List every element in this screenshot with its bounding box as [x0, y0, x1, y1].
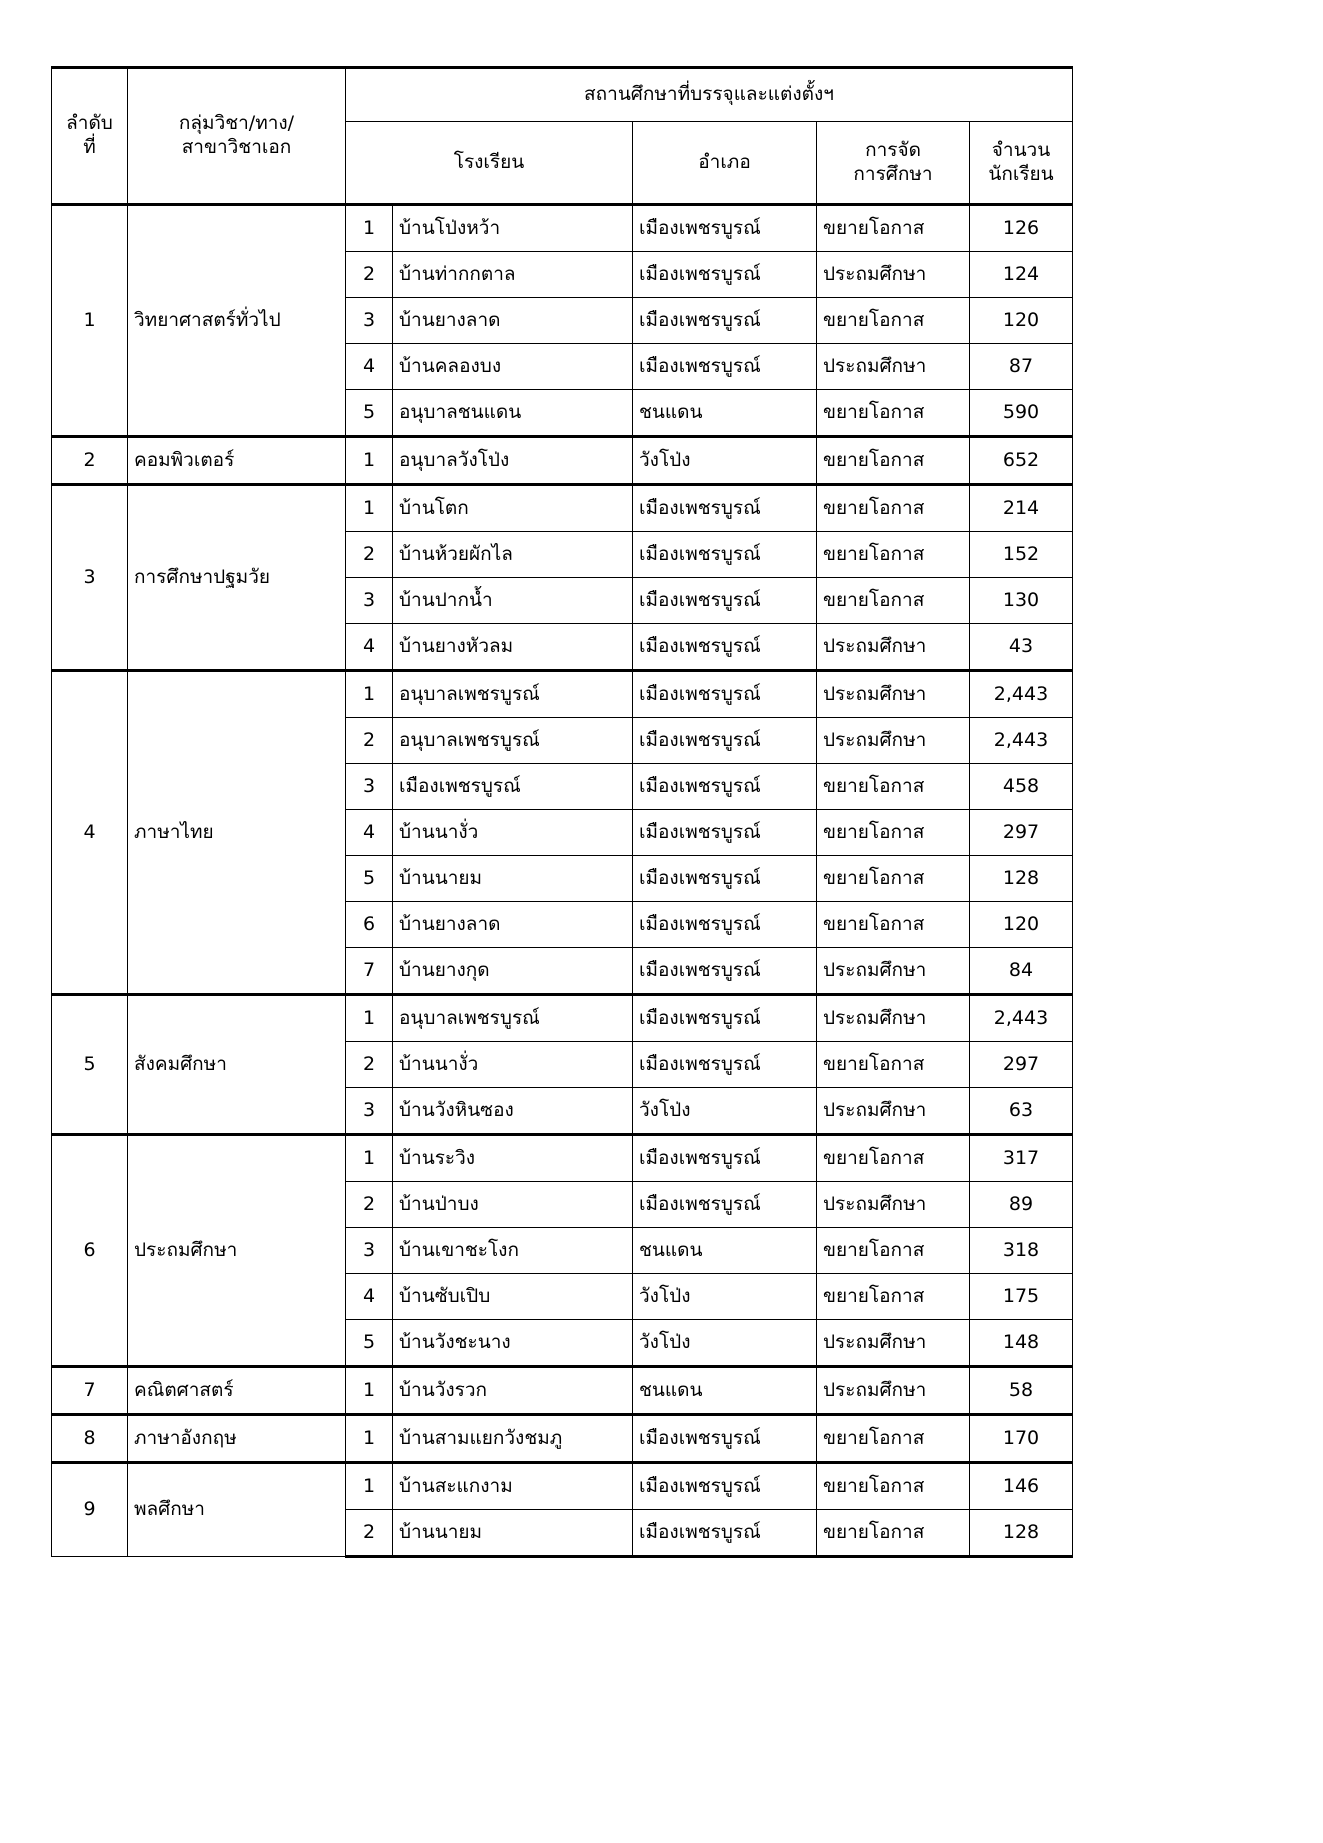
cell-district-name: เมืองเพชรบูรณ์	[633, 624, 817, 671]
cell-school-name: อนุบาลเพชรบูรณ์	[393, 671, 633, 718]
cell-student-count: 58	[970, 1367, 1073, 1415]
cell-student-count: 590	[970, 390, 1073, 437]
cell-student-count: 297	[970, 1042, 1073, 1088]
document-page	[51, 66, 1072, 1558]
cell-student-count: 43	[970, 624, 1073, 671]
cell-education-type: ประถมศึกษา	[817, 718, 970, 764]
header-manage	[817, 122, 970, 205]
cell-district-name: เมืองเพชรบูรณ์	[633, 298, 817, 344]
cell-district-name: เมืองเพชรบูรณ์	[633, 902, 817, 948]
cell-student-count: 146	[970, 1463, 1073, 1510]
cell-district-name: วังโป่ง	[633, 1320, 817, 1367]
cell-student-count: 2,443	[970, 718, 1073, 764]
cell-student-count: 120	[970, 902, 1073, 948]
cell-school-name: บ้านโป่งหว้า	[393, 205, 633, 252]
cell-district-name: เมืองเพชรบูรณ์	[633, 578, 817, 624]
cell-school-name: อนุบาลเพชรบูรณ์	[393, 718, 633, 764]
table-row	[52, 995, 1073, 1042]
cell-sequence: 7	[52, 1367, 128, 1415]
table-row	[52, 1415, 1073, 1463]
cell-school-name: บ้านนางั่ว	[393, 810, 633, 856]
header-count	[970, 122, 1073, 205]
table-row	[52, 1135, 1073, 1182]
cell-district-name: เมืองเพชรบูรณ์	[633, 205, 817, 252]
cell-school-name: บ้านยางลาด	[393, 902, 633, 948]
cell-district-name: เมืองเพชรบูรณ์	[633, 1135, 817, 1182]
cell-education-type: ขยายโอกาส	[817, 1510, 970, 1557]
cell-school-name: บ้านนางั่ว	[393, 1042, 633, 1088]
cell-subject-group: คอมพิวเตอร์	[128, 437, 346, 485]
cell-subject-group: วิทยาศาสตร์ทั่วไป	[128, 205, 346, 437]
cell-district-name: เมืองเพชรบูรณ์	[633, 1510, 817, 1557]
table-row	[52, 205, 1073, 252]
cell-item-number: 2	[346, 1510, 393, 1557]
cell-education-type: ประถมศึกษา	[817, 671, 970, 718]
cell-subject-group: ภาษาไทย	[128, 671, 346, 995]
cell-school-name: บ้านวังหินซอง	[393, 1088, 633, 1135]
cell-district-name: เมืองเพชรบูรณ์	[633, 344, 817, 390]
cell-education-type: ขยายโอกาส	[817, 205, 970, 252]
cell-education-type: ขยายโอกาส	[817, 1415, 970, 1463]
cell-item-number: 4	[346, 624, 393, 671]
cell-education-type: ขยายโอกาส	[817, 437, 970, 485]
cell-school-name: บ้านห้วยผักไล	[393, 532, 633, 578]
header-manage-line1: การจัด	[865, 138, 921, 161]
cell-subject-group: การศึกษาปฐมวัย	[128, 485, 346, 671]
cell-school-name: บ้านระวิง	[393, 1135, 633, 1182]
cell-education-type: ขยายโอกาส	[817, 485, 970, 532]
cell-district-name: เมืองเพชรบูรณ์	[633, 485, 817, 532]
cell-school-name: บ้านท่ากกตาล	[393, 252, 633, 298]
cell-item-number: 1	[346, 1135, 393, 1182]
cell-education-type: ประถมศึกษา	[817, 948, 970, 995]
cell-district-name: เมืองเพชรบูรณ์	[633, 718, 817, 764]
cell-student-count: 652	[970, 437, 1073, 485]
cell-school-name: บ้านโตก	[393, 485, 633, 532]
table-row	[52, 1463, 1073, 1510]
header-school: โรงเรียน	[346, 122, 633, 205]
header-manage-line2: การศึกษา	[853, 162, 933, 185]
cell-school-name: บ้านวังรวก	[393, 1367, 633, 1415]
cell-item-number: 5	[346, 1320, 393, 1367]
cell-school-name: บ้านยางหัวลม	[393, 624, 633, 671]
header-subject-line2: สาขาวิชาเอก	[181, 136, 292, 158]
cell-student-count: 458	[970, 764, 1073, 810]
cell-sequence: 4	[52, 671, 128, 995]
cell-education-type: ประถมศึกษา	[817, 1182, 970, 1228]
table-row	[52, 1367, 1073, 1415]
assignment-table	[51, 66, 1073, 1558]
cell-student-count: 128	[970, 1510, 1073, 1557]
cell-education-type: ขยายโอกาส	[817, 856, 970, 902]
cell-district-name: เมืองเพชรบูรณ์	[633, 1415, 817, 1463]
header-subject	[128, 68, 346, 205]
cell-item-number: 1	[346, 1415, 393, 1463]
cell-student-count: 318	[970, 1228, 1073, 1274]
cell-item-number: 5	[346, 390, 393, 437]
cell-student-count: 175	[970, 1274, 1073, 1320]
cell-item-number: 2	[346, 252, 393, 298]
cell-item-number: 1	[346, 437, 393, 485]
cell-district-name: เมืองเพชรบูรณ์	[633, 1182, 817, 1228]
cell-sequence: 5	[52, 995, 128, 1135]
cell-district-name: เมืองเพชรบูรณ์	[633, 532, 817, 578]
cell-district-name: เมืองเพชรบูรณ์	[633, 671, 817, 718]
cell-student-count: 120	[970, 298, 1073, 344]
cell-item-number: 2	[346, 718, 393, 764]
cell-district-name: ชนแดน	[633, 1228, 817, 1274]
cell-student-count: 124	[970, 252, 1073, 298]
cell-item-number: 1	[346, 1463, 393, 1510]
cell-student-count: 2,443	[970, 995, 1073, 1042]
table-header	[52, 68, 1073, 205]
cell-school-name: บ้านคลองบง	[393, 344, 633, 390]
cell-school-name: บ้านยางลาด	[393, 298, 633, 344]
cell-student-count: 130	[970, 578, 1073, 624]
cell-district-name: วังโป่ง	[633, 1274, 817, 1320]
cell-student-count: 84	[970, 948, 1073, 995]
cell-district-name: เมืองเพชรบูรณ์	[633, 948, 817, 995]
cell-item-number: 3	[346, 298, 393, 344]
header-row-top	[52, 68, 1073, 122]
cell-sequence: 8	[52, 1415, 128, 1463]
cell-item-number: 5	[346, 856, 393, 902]
cell-item-number: 2	[346, 532, 393, 578]
cell-school-name: บ้านวังชะนาง	[393, 1320, 633, 1367]
cell-district-name: เมืองเพชรบูรณ์	[633, 764, 817, 810]
header-subject-line1: กลุ่มวิชา/ทาง/	[178, 112, 295, 135]
cell-education-type: ขยายโอกาส	[817, 1135, 970, 1182]
cell-school-name: บ้านสะแกงาม	[393, 1463, 633, 1510]
cell-education-type: ขยายโอกาส	[817, 1274, 970, 1320]
cell-district-name: ชนแดน	[633, 390, 817, 437]
cell-school-name: อนุบาลเพชรบูรณ์	[393, 995, 633, 1042]
cell-school-name: บ้านเขาชะโงก	[393, 1228, 633, 1274]
header-seq	[52, 68, 128, 205]
cell-student-count: 152	[970, 532, 1073, 578]
cell-subject-group: พลศึกษา	[128, 1463, 346, 1557]
cell-subject-group: สังคมศึกษา	[128, 995, 346, 1135]
cell-item-number: 4	[346, 810, 393, 856]
cell-item-number: 2	[346, 1042, 393, 1088]
cell-student-count: 126	[970, 205, 1073, 252]
cell-district-name: เมืองเพชรบูรณ์	[633, 252, 817, 298]
cell-district-name: วังโป่ง	[633, 1088, 817, 1135]
cell-student-count: 87	[970, 344, 1073, 390]
cell-education-type: ประถมศึกษา	[817, 252, 970, 298]
cell-subject-group: ภาษาอังกฤษ	[128, 1415, 346, 1463]
table-body	[52, 205, 1073, 1557]
cell-district-name: เมืองเพชรบูรณ์	[633, 1042, 817, 1088]
cell-education-type: ขยายโอกาส	[817, 764, 970, 810]
cell-item-number: 1	[346, 995, 393, 1042]
cell-school-name: บ้านปากน้ำ	[393, 578, 633, 624]
cell-sequence: 2	[52, 437, 128, 485]
cell-item-number: 2	[346, 1182, 393, 1228]
cell-item-number: 3	[346, 1088, 393, 1135]
cell-education-type: ประถมศึกษา	[817, 1088, 970, 1135]
cell-item-number: 3	[346, 764, 393, 810]
table-row	[52, 485, 1073, 532]
cell-education-type: ขยายโอกาส	[817, 810, 970, 856]
cell-district-name: วังโป่ง	[633, 437, 817, 485]
cell-subject-group: คณิตศาสตร์	[128, 1367, 346, 1415]
cell-sequence: 1	[52, 205, 128, 437]
cell-district-name: ชนแดน	[633, 1367, 817, 1415]
cell-student-count: 297	[970, 810, 1073, 856]
cell-education-type: ขยายโอกาส	[817, 1463, 970, 1510]
cell-school-name: บ้านนายม	[393, 1510, 633, 1557]
header-seq-line2: ที่	[83, 136, 96, 158]
cell-subject-group: ประถมศึกษา	[128, 1135, 346, 1367]
header-count-line1: จำนวน	[991, 138, 1051, 161]
cell-item-number: 6	[346, 902, 393, 948]
cell-student-count: 317	[970, 1135, 1073, 1182]
cell-school-name: อนุบาลวังโป่ง	[393, 437, 633, 485]
cell-item-number: 4	[346, 1274, 393, 1320]
cell-education-type: ขยายโอกาส	[817, 1042, 970, 1088]
cell-item-number: 1	[346, 1367, 393, 1415]
cell-education-type: ประถมศึกษา	[817, 1367, 970, 1415]
cell-education-type: ประถมศึกษา	[817, 1320, 970, 1367]
cell-student-count: 63	[970, 1088, 1073, 1135]
cell-school-name: บ้านซับเปิบ	[393, 1274, 633, 1320]
cell-education-type: ขยายโอกาส	[817, 902, 970, 948]
cell-student-count: 89	[970, 1182, 1073, 1228]
cell-school-name: เมืองเพชรบูรณ์	[393, 764, 633, 810]
header-district: อำเภอ	[633, 122, 817, 205]
cell-student-count: 2,443	[970, 671, 1073, 718]
cell-item-number: 3	[346, 578, 393, 624]
cell-school-name: บ้านยางกุด	[393, 948, 633, 995]
cell-student-count: 128	[970, 856, 1073, 902]
cell-education-type: ประถมศึกษา	[817, 344, 970, 390]
cell-district-name: เมืองเพชรบูรณ์	[633, 995, 817, 1042]
cell-student-count: 170	[970, 1415, 1073, 1463]
header-seq-line1: ลำดับ	[66, 112, 113, 135]
cell-education-type: ประถมศึกษา	[817, 624, 970, 671]
cell-school-name: บ้านสามแยกวังชมภู	[393, 1415, 633, 1463]
cell-district-name: เมืองเพชรบูรณ์	[633, 810, 817, 856]
cell-item-number: 1	[346, 205, 393, 252]
table-row	[52, 671, 1073, 718]
cell-item-number: 3	[346, 1228, 393, 1274]
cell-education-type: ขยายโอกาส	[817, 298, 970, 344]
cell-education-type: ประถมศึกษา	[817, 995, 970, 1042]
cell-education-type: ขยายโอกาส	[817, 578, 970, 624]
cell-item-number: 4	[346, 344, 393, 390]
cell-sequence: 6	[52, 1135, 128, 1367]
cell-school-name: บ้านป่าบง	[393, 1182, 633, 1228]
cell-district-name: เมืองเพชรบูรณ์	[633, 856, 817, 902]
cell-student-count: 148	[970, 1320, 1073, 1367]
cell-district-name: เมืองเพชรบูรณ์	[633, 1463, 817, 1510]
header-institution-span: สถานศึกษาที่บรรจุและแต่งตั้งฯ	[346, 68, 1073, 122]
cell-sequence: 3	[52, 485, 128, 671]
header-count-line2: นักเรียน	[988, 162, 1054, 185]
cell-sequence: 9	[52, 1463, 128, 1557]
table-row	[52, 437, 1073, 485]
cell-education-type: ขยายโอกาส	[817, 390, 970, 437]
cell-item-number: 1	[346, 485, 393, 532]
cell-item-number: 1	[346, 671, 393, 718]
cell-education-type: ขยายโอกาส	[817, 532, 970, 578]
cell-school-name: อนุบาลชนแดน	[393, 390, 633, 437]
cell-education-type: ขยายโอกาส	[817, 1228, 970, 1274]
cell-student-count: 214	[970, 485, 1073, 532]
cell-school-name: บ้านนายม	[393, 856, 633, 902]
cell-item-number: 7	[346, 948, 393, 995]
